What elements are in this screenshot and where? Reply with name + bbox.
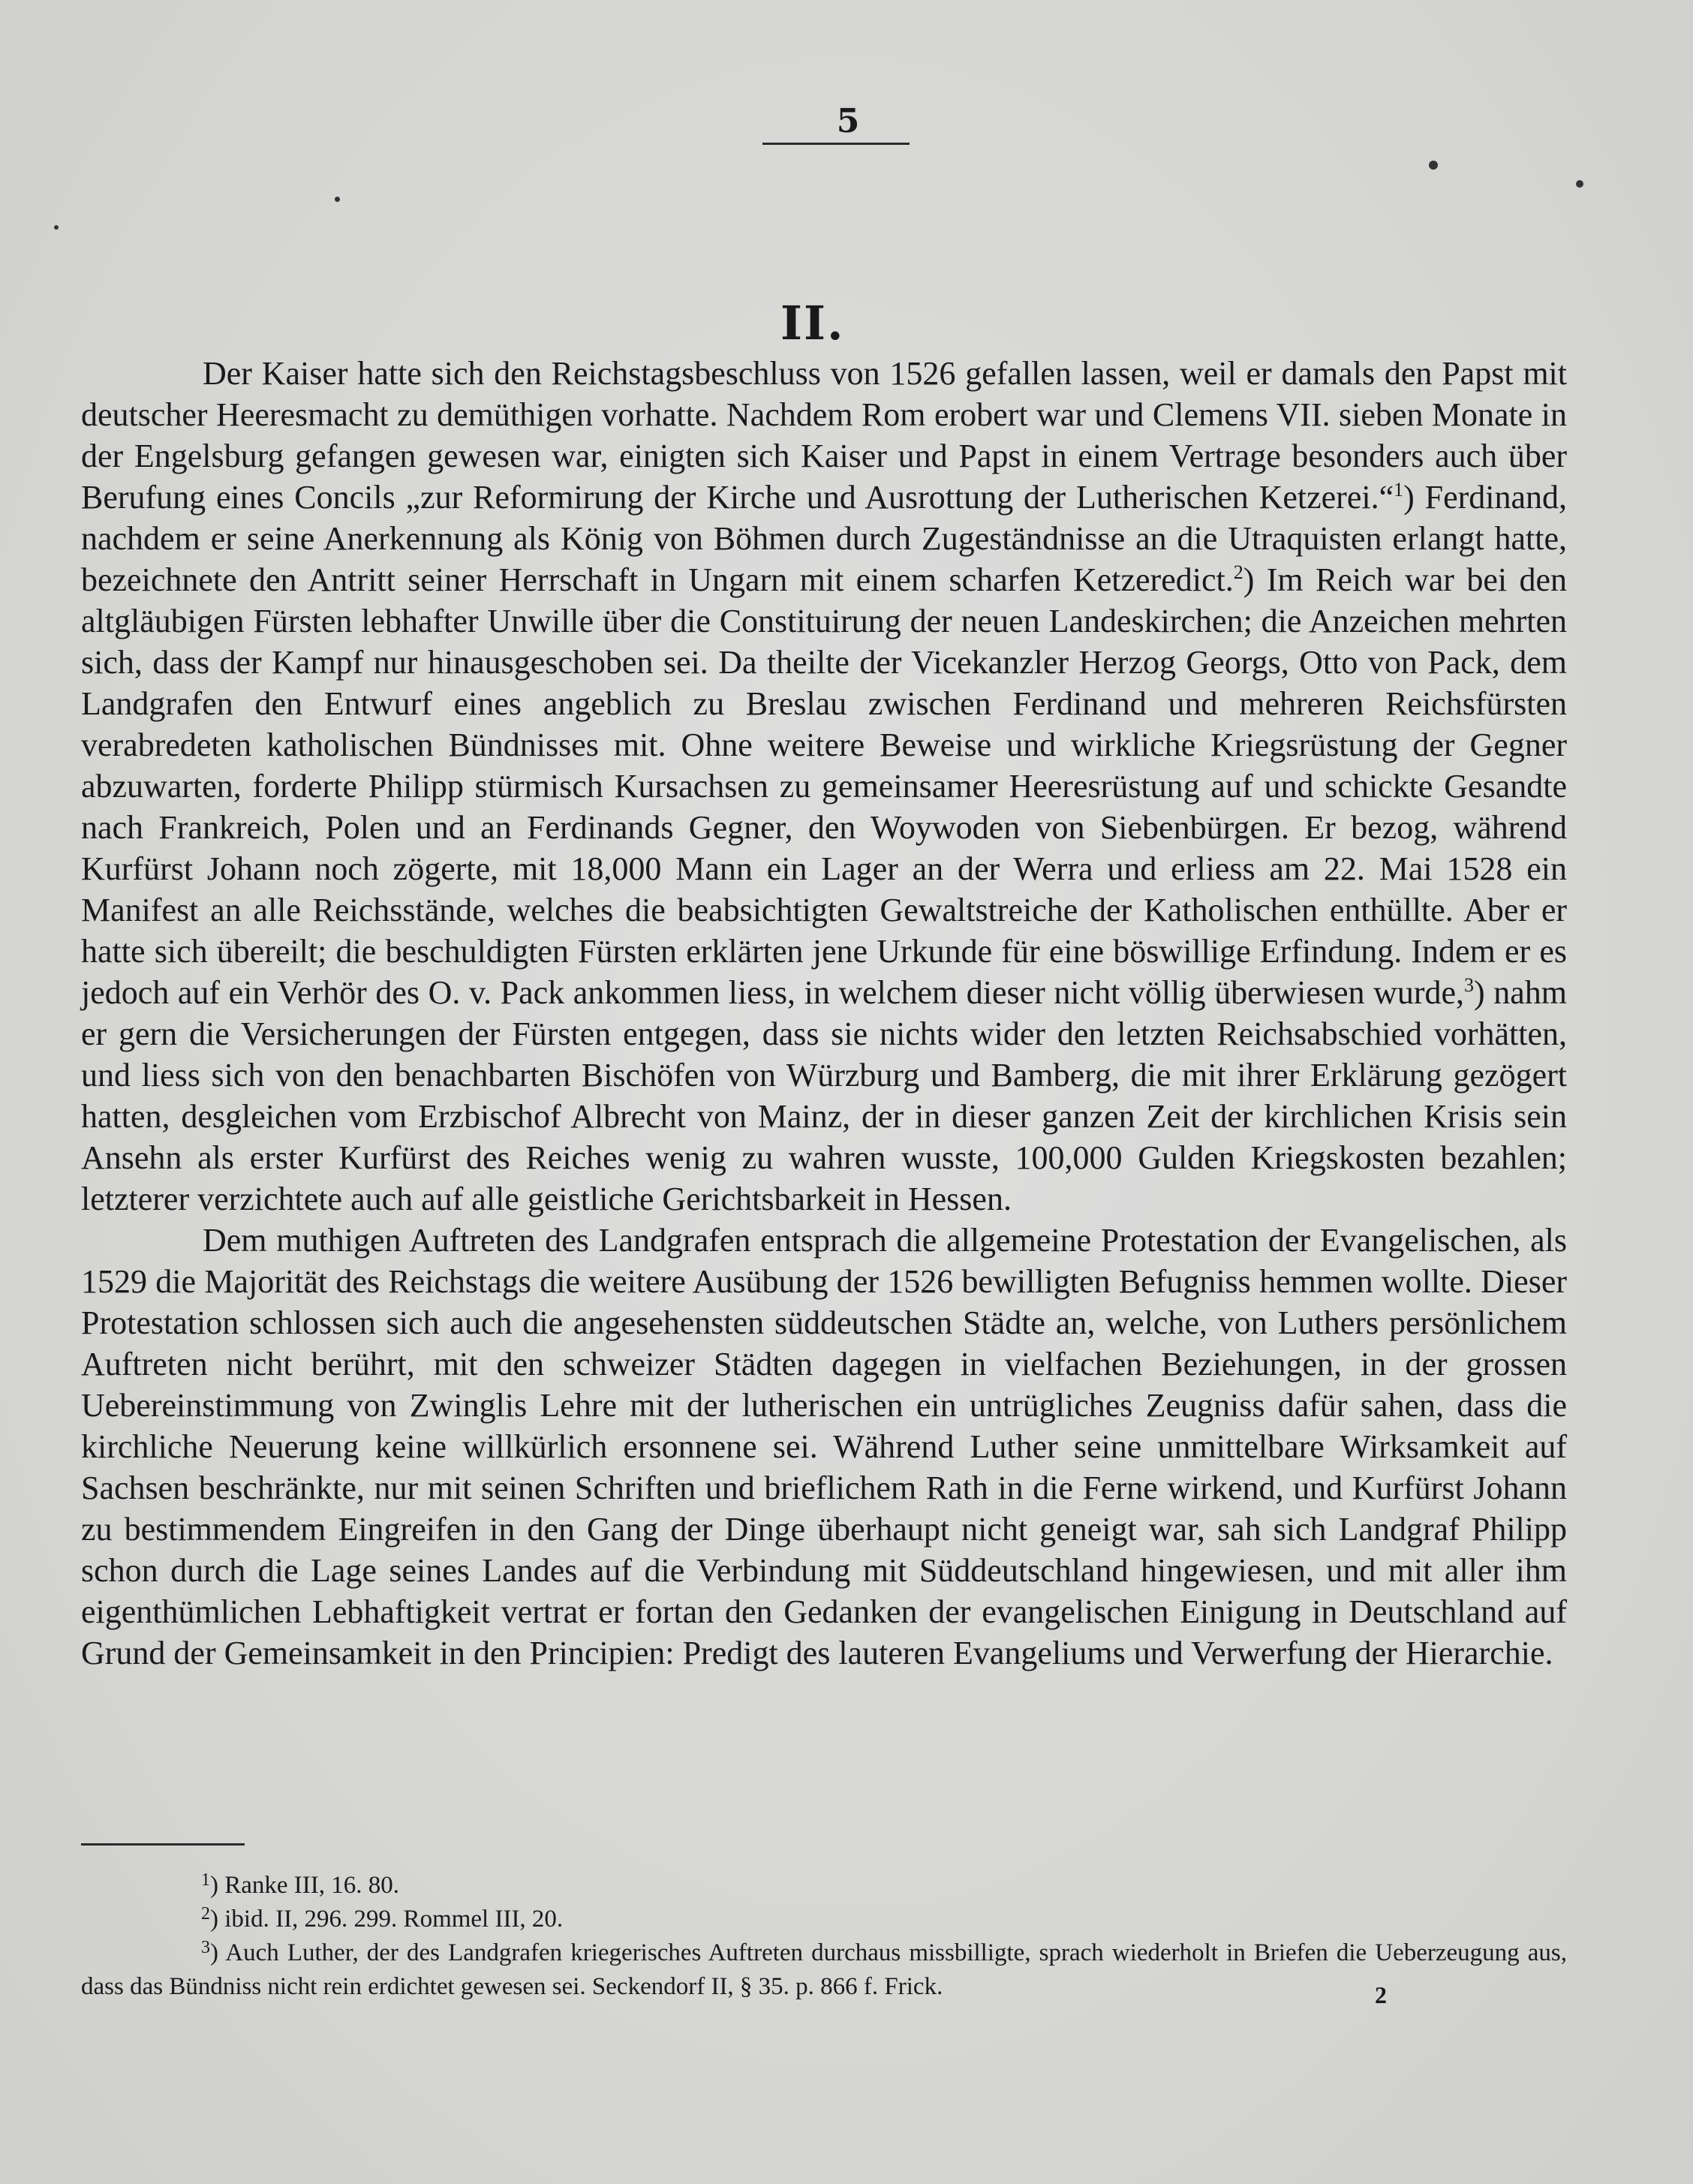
paper-speck xyxy=(335,197,340,202)
footnote-2-mark: 2 xyxy=(201,1904,210,1924)
body-text xyxy=(81,353,1567,1674)
footnote-3-mark: 3 xyxy=(201,1938,210,1957)
footnote-1 xyxy=(81,1869,1567,1903)
footnote-1-text: ) Ranke III, 16. 80. xyxy=(210,1872,400,1899)
paragraph-2-text: Dem muthigen Auftreten des Landgrafen entsprach die allgemeine Protestation der Evangelischen, als 1529 die Majorität des Reichstags die weitere Ausübung der 1526 bewilligten Befugniss hemmen wollte. Dieser Protestation schlossen sich auch die angesehensten süddeutschen Städte an, welche, von Luthers persönlichem Auftreten nicht berührt, mit den schweizer Städten dagegen in vielfachen Beziehungen, in der grossen Uebereinstimmung von Zwinglis Lehre mit der lutherischen ein untrügliches Zeugniss dafür sahen, dass die kirchliche Neuerung keine willkürlich ersonnene sei. Während Luther seine unmittelbare Wirksamkeit auf Sachsen beschränkte, nur mit seinen Schriften und brieflichem Rath in die Ferne wirkend, und Kurfürst Johann zu bestimmendem Eingreifen in den Gang der Dinge überhaupt nicht geneigt war, sah sich Landgraf Philipp schon durch die Lage seines Landes auf die Verbindung mit Süddeutschland hingewiesen, und mit aller ihm eigenthümlichen Lebhaftigkeit vertrat er fortan den Gedanken der evangelischen Einigung in Deutschland auf Grund der Gemeinsamkeit in den Principien: Predigt des lauteren Evangeliums und Verwerfung der Hierarchie. xyxy=(81,1222,1567,1671)
page-number: 5 xyxy=(836,102,860,140)
footnote-1-mark: 1 xyxy=(201,1870,210,1890)
footnote-3 xyxy=(81,1936,1567,2004)
footnote-ref-1: 1 xyxy=(1394,479,1404,501)
paragraph-1-text-a: Der Kaiser hatte sich den Reichstagsbeschluss von 1526 gefallen lassen, weil er damals den Papst mit deutscher Heeresmacht zu demüthigen vorhatte. Nachdem Rom erobert war und Clemens VII. sieben Monate in der Engelsburg gefangen gewesen war, einigten sich Kaiser und Papst in einem Vertrage besonders auch über Berufung eines Concils „zur Reformirung der Kirche und Ausrottung der Lutherischen Ketzerei.“ xyxy=(81,355,1567,516)
paragraph-2 xyxy=(81,1220,1567,1674)
footnotes xyxy=(81,1869,1567,2004)
paragraph-1-text-d: ) nahm er gern die Versicherungen der Fürsten entgegen, dass sie nichts wider den letzten Reichsabschied vorhätten, und liess sich von den benachbarten Bischöfen von Würzburg und Bamberg, die mit ihrer Erklärung gezögert hatten, desgleichen vom Erzbischof Albrecht von Mainz, der in dieser ganzen Zeit der kirchlichen Krisis sein Ansehn als erster Kurfürst des Reiches wenig zu wahren wusste, 100,000 Gulden Kriegskosten bezahlen; letzterer verzichtete auch auf alle geistliche Gerichtsbarkeit in Hessen. xyxy=(81,974,1567,1217)
footnote-2 xyxy=(81,1903,1567,1936)
footnote-3-text: ) Auch Luther, der des Landgrafen kriegerisches Auftreten durchaus missbilligte, sprach wiederholt in Briefen die Ueberzeugung aus, dass das Bündniss nicht rein erdichtet gewesen sei. Seckendorf II, § 35. p. 866 f. Frick. xyxy=(81,1939,1567,2000)
footnote-rule xyxy=(81,1843,245,1846)
footnote-2-text: ) ibid. II, 296. 299. Rommel III, 20. xyxy=(210,1906,564,1933)
paper-speck xyxy=(54,225,59,230)
footnote-ref-3: 3 xyxy=(1464,974,1475,996)
page-number-rule xyxy=(762,143,910,145)
footnote-ref-2: 2 xyxy=(1233,561,1243,583)
paragraph-1-text-c: ) Im Reich war bei den altgläubigen Fürsten lebhafter Unwille über die Constituirung der neuen Landeskirchen; die Anzeichen mehrten sich, dass der Kampf nur hinausgeschoben sei. Da theilte der Vicekanzler Herzog Georgs, Otto von Pack, dem Landgrafen den Entwurf eines angeblich zu Breslau zwischen Ferdinand und mehreren Reichsfürsten verabredeten katholischen Bündnisses mit. Ohne weitere Beweise und wirkliche Kriegsrüstung der Gegner abzuwarten, forderte Philipp stürmisch Kursachsen zu gemeinsamer Heeresrüstung auf und schickte Gesandte nach Frankreich, Polen und an Ferdinands Gegner, den Woywoden von Siebenbürgen. Er bezog, während Kurfürst Johann noch zögerte, mit 18,000 Mann ein Lager an der Werra und erliess am 22. Mai 1528 ein Manifest an alle Reichsstände, welches die beabsichtigten Gewaltstreiche der Katholischen enthüllte. Aber er hatte sich übereilt; die beschuldigten Fürsten erklärten jene Urkunde für eine böswillige Erfindung. Indem er es jedoch auf ein Verhör des O. v. Pack ankommen liess, in welchem dieser nicht völlig überwiesen wurde, xyxy=(81,561,1567,1011)
paragraph-1 xyxy=(81,353,1567,1220)
paper-speck xyxy=(1429,161,1438,170)
section-heading: II. xyxy=(780,296,845,350)
paper-speck xyxy=(1576,180,1583,188)
signature-mark: 2 xyxy=(1375,1981,1387,2008)
paragraph-1-text-b: ) Ferdinand, nachdem er seine Anerkennung als König von Böhmen durch Zugeständnisse an die Utraquisten erlangt hatte, bezeichnete den Antritt seiner Herrschaft in Ungarn mit einem scharfen Ketzeredict. xyxy=(81,479,1568,598)
